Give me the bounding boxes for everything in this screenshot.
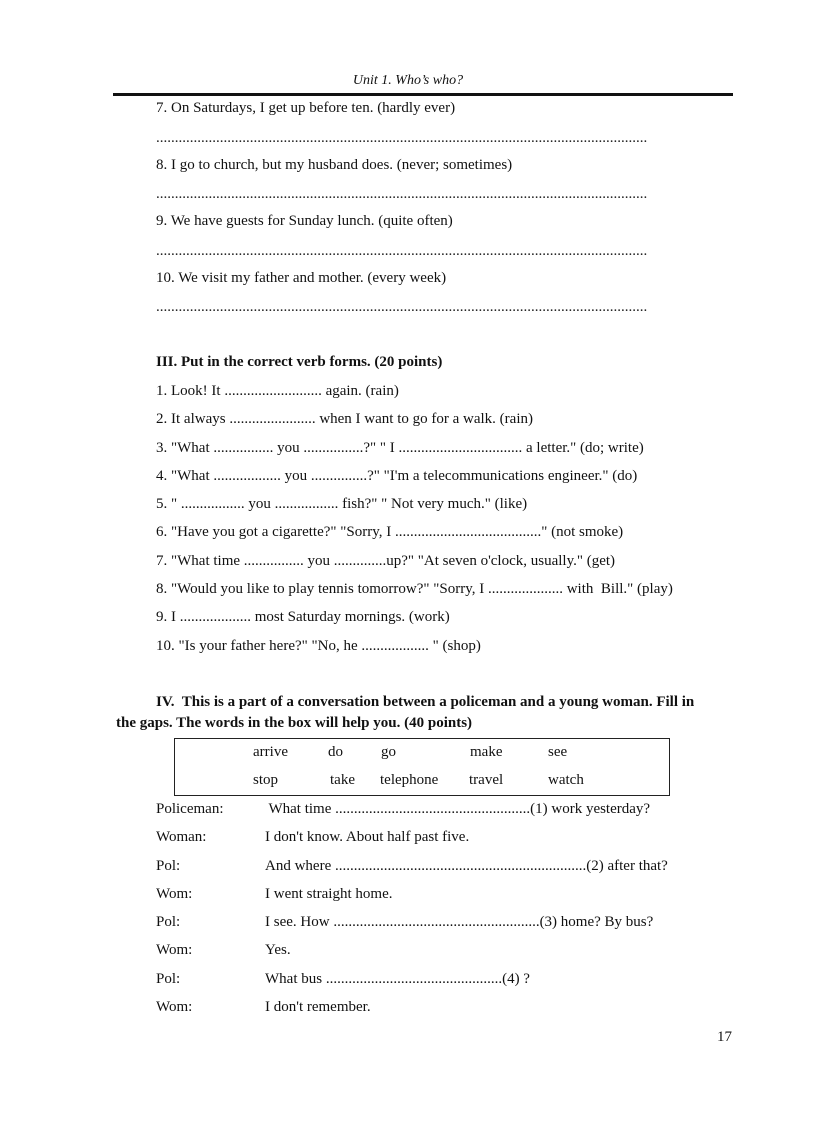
word-box-word: go [381,744,396,760]
exercise-item: 7. On Saturdays, I get up before ten. (hardly ever) [156,100,456,116]
dialogue-line: What bus ...............................................(4) ? [265,971,530,987]
running-header: Unit 1. Who’s who? [352,73,464,88]
word-box-word: stop [253,772,279,788]
answer-line: ................................................................................................................................... [156,186,648,202]
dialogue-speaker: Pol: [156,971,181,987]
dialogue-line: And where ...................................................................(2) after that? [265,858,668,874]
dialogue-line: Yes. [265,942,291,958]
word-box-word: travel [469,772,504,788]
exercise-item: 1. Look! It .......................... again. (rain) [156,383,399,399]
section-4-title-line-2: the gaps. The words in the box will help you. (40 points) [116,715,473,731]
exercise-item: 8. I go to church, but my husband does. (never; sometimes) [156,157,513,173]
dialogue-speaker: Pol: [156,858,181,874]
exercise-item: 8. "Would you like to play tennis tomorrow?" "Sorry, I .................... with Bill." (play) [156,581,673,597]
answer-line: ................................................................................................................................... [156,299,648,315]
word-box-word: arrive [253,744,288,760]
word-box-word: do [328,744,343,760]
word-box-word: telephone [380,772,439,788]
word-box-word: take [330,772,355,788]
dialogue-line: What time ....................................................(1) work yesterday? [265,801,651,817]
exercise-item: 9. I ................... most Saturday mornings. (work) [156,609,450,625]
dialogue-line: I don't know. About half past five. [265,829,470,845]
exercise-item: 10. "Is your father here?" "No, he .................. " (shop) [156,638,481,654]
answer-line: ................................................................................................................................... [156,130,648,146]
word-box-word: watch [548,772,584,788]
dialogue-speaker: Pol: [156,914,181,930]
dialogue-speaker: Wom: [156,886,193,902]
exercise-item: 3. "What ................ you ................?" " I ................................. a letter." (do; write) [156,440,644,456]
exercise-item: 10. We visit my father and mother. (every week) [156,270,447,286]
answer-line: ................................................................................................................................... [156,243,648,259]
dialogue-line: I went straight home. [265,886,393,902]
dialogue-line: I don't remember. [265,999,371,1015]
dialogue-speaker: Policeman: [156,801,224,817]
page-number: 17 [717,1029,732,1045]
exercise-item: 4. "What .................. you ...............?" "I'm a telecommunications engineer." (do) [156,468,638,484]
word-box-word: make [470,744,503,760]
exercise-item: 7. "What time ................ you ..............up?" "At seven o'clock, usually." (get) [156,553,616,569]
dialogue-speaker: Wom: [156,942,193,958]
exercise-item: 9. We have guests for Sunday lunch. (quite often) [156,213,453,229]
dialogue-speaker: Woman: [156,829,207,845]
section-3-title: III. Put in the correct verb forms. (20 points) [156,354,443,370]
section-4-title-line-1: IV. This is a part of a conversation between a policeman and a young woman. Fill in [156,694,695,710]
exercise-item: 2. It always ....................... when I want to go for a walk. (rain) [156,411,533,427]
dialogue-speaker: Wom: [156,999,193,1015]
word-box-word: see [548,744,568,760]
header-rule [113,93,733,96]
exercise-item: 5. " ................. you ................. fish?" " Not very much." (like) [156,496,528,512]
dialogue-line: I see. How .......................................................(3) home? By bus? [265,914,654,930]
exercise-item: 6. "Have you got a cigarette?" "Sorry, I ......................................." (not smoke) [156,524,624,540]
